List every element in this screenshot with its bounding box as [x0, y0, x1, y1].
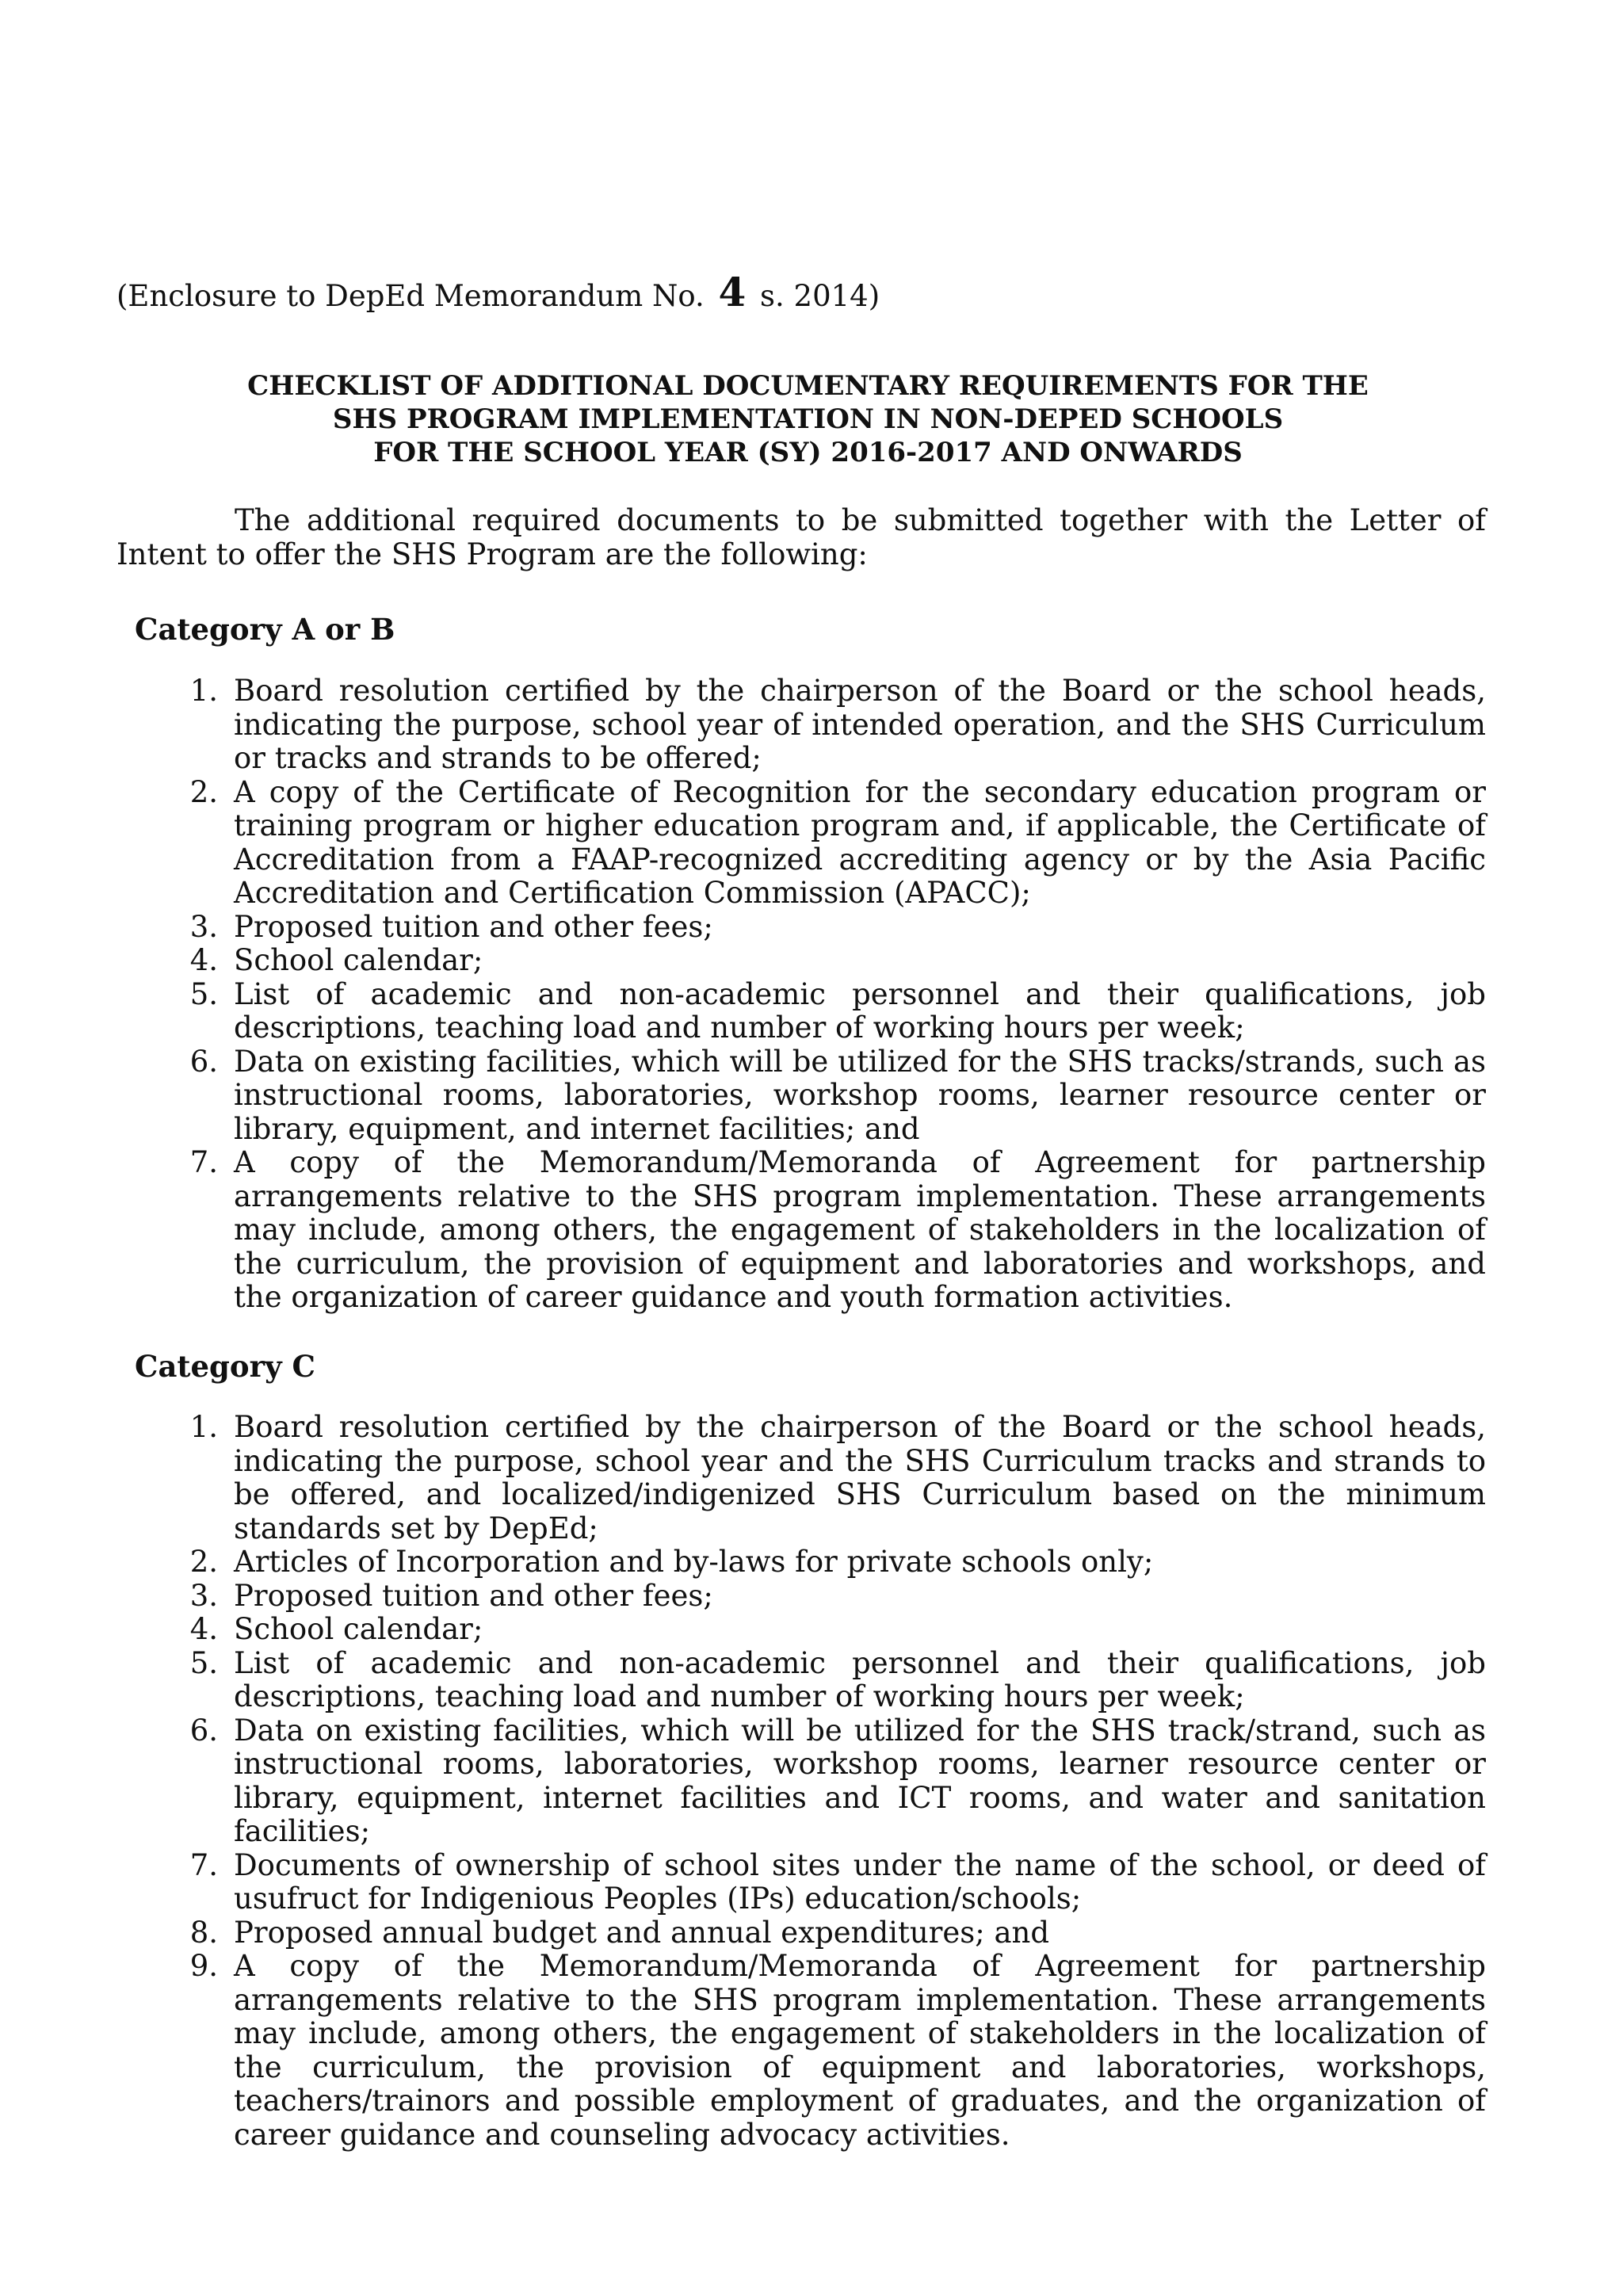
- list-item: [189, 1145, 1486, 1315]
- enclosure-reference: [116, 269, 880, 315]
- item-number: 8.: [189, 1915, 218, 1950]
- item-number: 6.: [189, 1044, 218, 1079]
- list-item: [189, 1044, 1486, 1147]
- item-text: Articles of Incorporation and by-laws for private schools only;: [234, 1545, 1154, 1579]
- item-number: 5.: [189, 1645, 218, 1680]
- list-item: [189, 674, 1486, 776]
- item-text: Board resolution certified by the chairperson of the Board or the school heads, indicating the purpose, school year and the SHS Curriculum tracks and strands to be offered, and localized/indigenized SHS Curriculum based on the minimum standards set by DepEd;: [234, 1410, 1486, 1545]
- item-text: List of academic and non-academic personnel and their qualifications, job descriptions, teaching load and number of working hours per week;: [234, 1645, 1486, 1713]
- title-line-3: FOR THE SCHOOL YEAR (SY) 2016-2017 AND ONWARDS: [373, 437, 1243, 468]
- item-number: 4.: [189, 1612, 218, 1646]
- item-text: Proposed tuition and other fees;: [234, 909, 713, 944]
- document-title: [116, 369, 1499, 469]
- item-text: A copy of the Memorandum/Memoranda of Agreement for partnership arrangements relative to the SHS program implementation. These arrangements may include, among others, the engagement of stakeholders in the localization of the curriculum, the provision of equipment and laboratories and workshops, and the organization of career guidance and youth formation activities.: [234, 1145, 1486, 1314]
- item-number: 7.: [189, 1145, 218, 1179]
- item-text: Board resolution certified by the chairperson of the Board or the school heads, indicating the purpose, school year of intended operation, and the SHS Curriculum or tracks and strands to be offered;: [234, 674, 1486, 775]
- item-number: 4.: [189, 943, 218, 977]
- item-text: School calendar;: [234, 1612, 483, 1646]
- list-item: [189, 1545, 1486, 1580]
- item-number: 7.: [189, 1847, 218, 1882]
- item-text: Proposed tuition and other fees;: [234, 1578, 713, 1613]
- list-item: [189, 1612, 1486, 1647]
- item-text: Data on existing facilities, which will be utilized for the SHS tracks/strands, such as instructional rooms, laboratories, workshop rooms, learner resource center or library, equipment, and internet facilities; and: [234, 1044, 1486, 1146]
- title-line-2: SHS PROGRAM IMPLEMENTATION IN NON-DEPED SCHOOLS: [332, 403, 1284, 435]
- title-line-1: CHECKLIST OF ADDITIONAL DOCUMENTARY REQUIREMENTS FOR THE: [247, 370, 1369, 402]
- list-item: [189, 774, 1486, 911]
- item-text: School calendar;: [234, 943, 483, 977]
- list-item: [189, 1578, 1486, 1614]
- category-c-heading: Category C: [135, 1349, 315, 1384]
- list-item: [189, 1949, 1486, 2152]
- item-text: A copy of the Certificate of Recognition for the secondary education program or training program or higher education program and, if applicable, the Certificate of Accreditation from a FAAP-recognized accrediting agency or by the Asia Pacific Accreditation and Certification Commission (APACC);: [234, 774, 1486, 910]
- list-item: [189, 976, 1486, 1045]
- category-ab-list: [189, 674, 1486, 1315]
- item-number: 5.: [189, 976, 218, 1011]
- list-item: [189, 1645, 1486, 1714]
- item-number: 2.: [189, 1545, 218, 1579]
- item-number: 6.: [189, 1713, 218, 1748]
- item-text: Proposed annual budget and annual expenditures; and: [234, 1915, 1050, 1950]
- item-text: List of academic and non-academic personnel and their qualifications, job descriptions, teaching load and number of working hours per week;: [234, 976, 1486, 1045]
- list-item: [189, 1847, 1486, 1916]
- list-item: [189, 909, 1486, 945]
- intro-paragraph: The additional required documents to be submitted together with the Letter of Intent to offer the SHS Program are the following:: [116, 503, 1486, 571]
- category-ab-heading: Category A or B: [135, 612, 395, 647]
- list-item: [189, 1713, 1486, 1849]
- item-text: Data on existing facilities, which will be utilized for the SHS track/strand, such as instructional rooms, laboratories, workshop rooms, learner resource center or library, equipment, internet facilities and ICT rooms, and water and sanitation facilities;: [234, 1713, 1486, 1848]
- item-number: 1.: [189, 1410, 218, 1444]
- item-number: 2.: [189, 774, 218, 809]
- memo-number: 4: [718, 269, 747, 315]
- category-c-list: [189, 1410, 1486, 2152]
- list-item: [189, 1915, 1486, 1950]
- item-text: A copy of the Memorandum/Memoranda of Agreement for partnership arrangements relative to the SHS program implementation. These arrangements may include, among others, the engagement of stakeholders in the localization of the curriculum, the provision of equipment and laboratories, workshops, teachers/trainors and possible employment of graduates, and the organization of career guidance and counseling advocacy activities.: [234, 1949, 1486, 2152]
- enclosure-prefix: (Enclosure to DepEd Memorandum No.: [116, 279, 714, 313]
- item-number: 3.: [189, 1578, 218, 1613]
- item-number: 3.: [189, 909, 218, 944]
- enclosure-suffix: s. 2014): [750, 279, 880, 313]
- list-item: [189, 1410, 1486, 1545]
- item-text: Documents of ownership of school sites under the name of the school, or deed of usufruct for Indigenious Peoples (IPs) education/schools;: [234, 1847, 1486, 1916]
- list-item: [189, 943, 1486, 978]
- item-number: 9.: [189, 1949, 218, 1983]
- item-number: 1.: [189, 674, 218, 708]
